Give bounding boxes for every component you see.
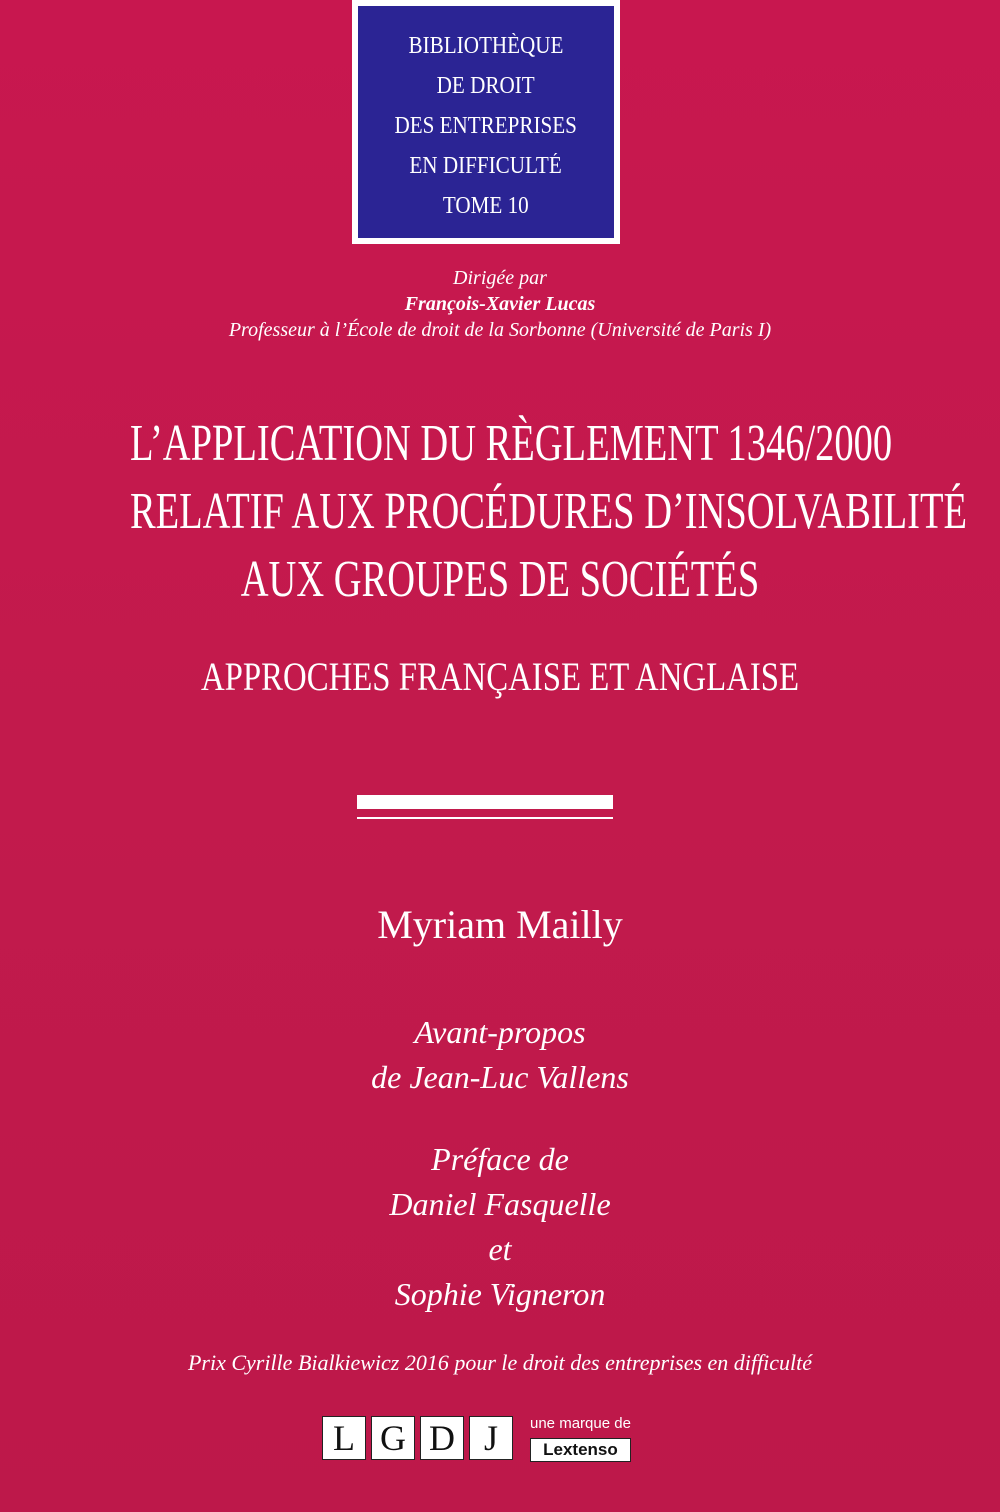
logo-letter: L [322, 1416, 366, 1460]
title-line: RELATIF AUX PROCÉDURES D’INSOLVABILITÉ [130, 483, 967, 540]
divider-thin [357, 817, 613, 819]
title-line: AUX GROUPES DE SOCIÉTÉS [240, 551, 760, 608]
preface-line: et [488, 1231, 512, 1267]
book-title [0, 410, 1000, 614]
director-role: Professeur à l’École de droit de la Sorbonne (Université de Paris I) [228, 319, 772, 341]
series-line: DE DROIT [437, 73, 535, 99]
author-name: Myriam Mailly [377, 902, 623, 947]
avant-propos [0, 1010, 1000, 1100]
preface [0, 1137, 1000, 1317]
logo-letter: J [469, 1416, 513, 1460]
logo-letter: G [371, 1416, 415, 1460]
preface-line: Sophie Vigneron [394, 1276, 606, 1312]
book-subtitle: APPROCHES FRANÇAISE ET ANGLAISE [200, 654, 800, 699]
preface-line: Préface de [431, 1141, 569, 1177]
logo-side [530, 1416, 631, 1462]
avant-propos-line: de Jean-Luc Vallens [371, 1059, 629, 1095]
series-line: EN DIFFICULTÉ [409, 153, 563, 179]
divider-thick [357, 795, 613, 809]
prize-line: Prix Cyrille Bialkiewicz 2016 pour le droit des entreprises en difficulté [187, 1350, 813, 1375]
preface-line: Daniel Fasquelle [389, 1186, 611, 1222]
direction-intro: Dirigée par [453, 267, 547, 289]
logo-letter: D [420, 1416, 464, 1460]
publisher-logo [322, 1416, 631, 1462]
director-name: François-Xavier Lucas [404, 293, 596, 315]
series-line: BIBLIOTHÈQUE [408, 33, 564, 59]
series-line: DES ENTREPRISES [394, 113, 578, 139]
series-direction [0, 265, 1000, 343]
avant-propos-line: Avant-propos [414, 1014, 586, 1050]
series-volume: TOME 10 [443, 193, 529, 219]
title-line: L’APPLICATION DU RÈGLEMENT 1346/2000 [130, 415, 893, 472]
logo-brand: Lextenso [530, 1438, 631, 1462]
logo-tagline: une marque de [530, 1415, 631, 1432]
series-box-inner [358, 6, 614, 238]
series-box [352, 0, 620, 244]
